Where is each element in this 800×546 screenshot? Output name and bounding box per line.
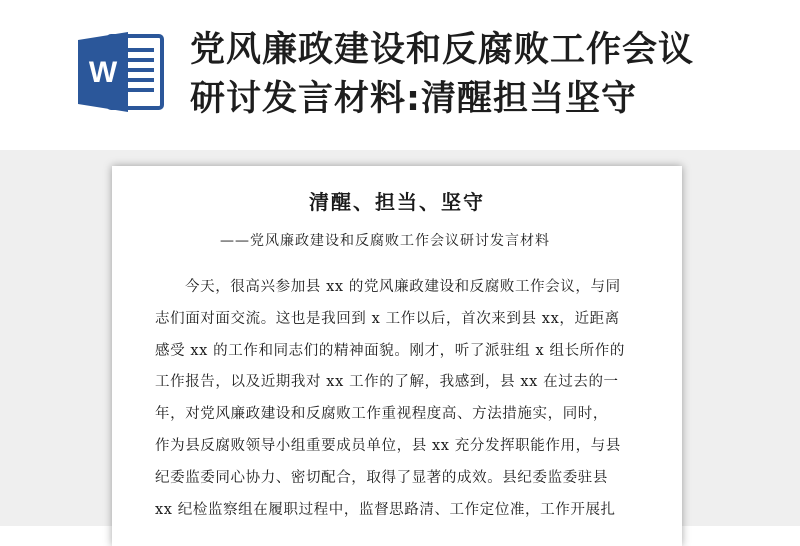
page-title-line-1: 党风廉政建设和反腐败工作会议 <box>190 30 695 70</box>
header-banner <box>0 0 800 150</box>
document-title: 清醒、担当、坚守 <box>309 190 485 214</box>
word-icon-letter: W <box>88 56 118 89</box>
body-line: 工作报告，以及近期我对 xx 工作的了解，我感到，县 xx 在过去的一 <box>155 374 619 391</box>
body-line: 年，对党风廉政建设和反腐败工作重视程度高、方法措施实，同时， <box>155 406 608 423</box>
document-body <box>155 272 653 526</box>
document-page <box>112 166 682 546</box>
document-subtitle: ——党风廉政建设和反腐败工作会议研讨发言材料 <box>220 233 550 249</box>
body-line: 志们面对面交流。这也是我回到 x 工作以后，首次来到县 xx，近距离 <box>155 310 620 327</box>
body-line: 今天，很高兴参加县 xx 的党风廉政建设和反腐败工作会议，与同 <box>185 279 621 295</box>
word-document-icon <box>76 30 166 114</box>
body-line: 纪委监委同心协力、密切配合，取得了显著的成效。县纪委监委驻县 <box>155 469 608 486</box>
page-title-line-2: 研讨发言材料:清醒担当坚守 <box>190 79 637 119</box>
body-line: 感受 xx 的工作和同志们的精神面貌。刚才，听了派驻组 x 组长所作的 <box>155 342 625 359</box>
page-title <box>190 26 780 124</box>
body-line: 作为县反腐败领导小组重要成员单位，县 xx 充分发挥职能作用，与县 <box>155 437 621 454</box>
body-line: xx 纪检监察组在履职过程中，监督思路清、工作定位准，工作开展扎 <box>155 501 616 518</box>
